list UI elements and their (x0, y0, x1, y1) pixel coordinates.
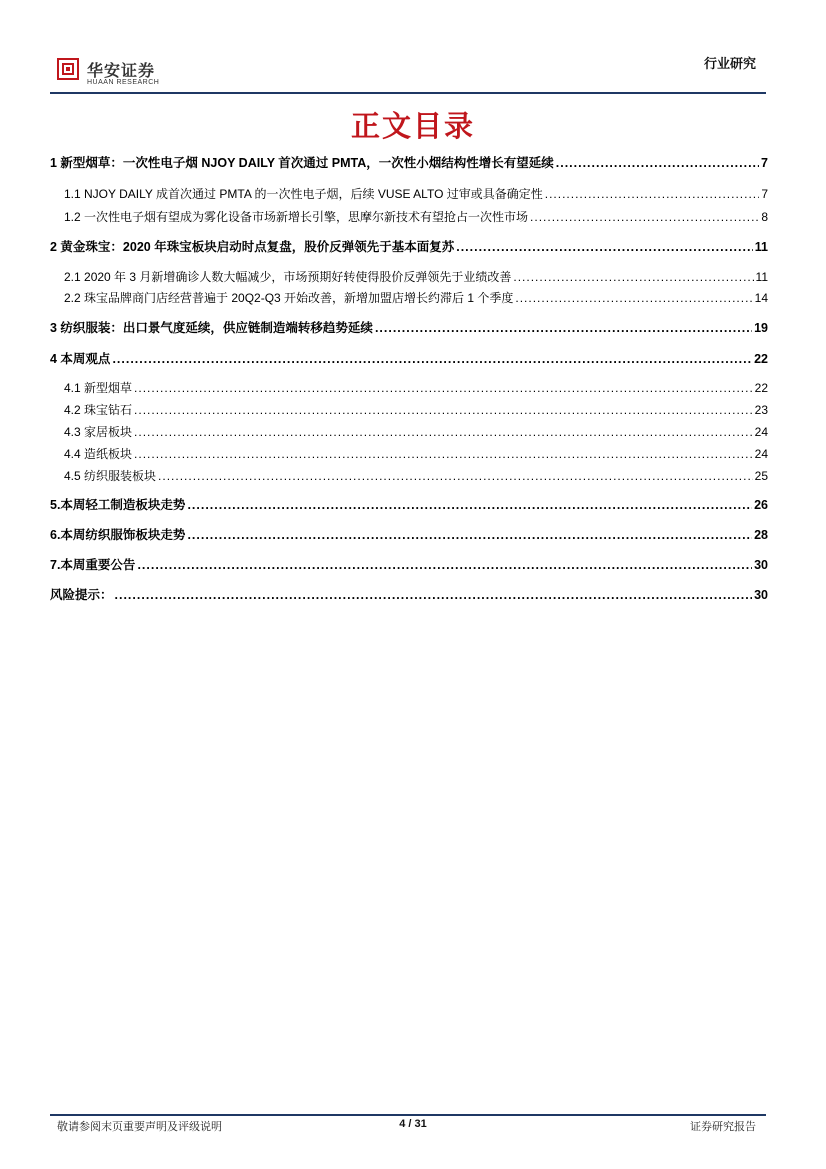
toc-entry-page: 24 (754, 447, 768, 461)
toc-entry-page: 14 (754, 291, 768, 305)
toc-entry-page: 24 (754, 425, 768, 439)
toc-entry-label: 2.1 2020 年 3 月新增确诊人数大幅减少，市场预期好转使得股价反弹领先于业绩改善 (64, 270, 512, 284)
toc-entry-page: 30 (754, 558, 768, 572)
toc-leader-dots (134, 400, 753, 420)
toc-entry[interactable] (64, 466, 768, 486)
toc-entry[interactable] (50, 318, 768, 338)
page-number: 4 / 31 (399, 1118, 427, 1130)
toc-entry-label: 1 新型烟草：一次性电子烟 NJOY DAILY 首次通过 PMTA，一次性小烟结构性增长有望延续 (50, 156, 554, 170)
toc-leader-dots (134, 444, 753, 464)
toc-entry-label: 1.2 一次性电子烟有望成为雾化设备市场新增长引擎，思摩尔新技术有望抢占一次性市场 (64, 210, 529, 224)
toc-entry[interactable] (64, 444, 768, 464)
toc-entry-page: 23 (754, 403, 768, 417)
toc-entry[interactable] (50, 349, 768, 369)
toc-leader-dots (375, 318, 752, 338)
toc-leader-dots (513, 267, 753, 287)
toc-entry-page: 28 (754, 528, 768, 542)
toc-leader-dots (158, 466, 753, 486)
toc-entry[interactable] (64, 288, 768, 308)
toc-leader-dots (134, 378, 753, 398)
report-category: 行业研究 (703, 56, 756, 71)
toc-entry-page: 11 (755, 270, 768, 284)
toc-entry-label: 4.1 新型烟草 (64, 381, 133, 395)
toc-entry[interactable] (64, 207, 768, 227)
toc-leader-dots (545, 184, 760, 204)
toc-leader-dots (112, 349, 752, 369)
toc-entry-label: 风险提示： (50, 588, 113, 602)
toc-entry[interactable] (50, 525, 768, 545)
toc-entry[interactable] (64, 267, 768, 287)
toc-entry[interactable] (64, 422, 768, 442)
toc-leader-dots (556, 153, 759, 173)
toc-entry-label: 4.2 珠宝钻石 (64, 403, 133, 417)
page-title: 正文目录 (350, 109, 475, 143)
toc-entry[interactable] (50, 495, 768, 515)
huaan-seal-icon (57, 58, 79, 80)
toc-entry-label: 6.本周纺织服饰板块走势 (50, 528, 186, 542)
toc-entry[interactable] (50, 153, 768, 173)
huaan-logo (57, 58, 160, 90)
toc-entry-page: 8 (761, 210, 768, 224)
toc-entry-label: 7.本周重要公告 (50, 558, 136, 572)
toc-leader-dots (530, 207, 759, 227)
footer-report-type: 证券研究报告 (690, 1121, 756, 1133)
toc-leader-dots (187, 495, 752, 515)
logo-english-name: HUAAN RESEARCH (87, 79, 160, 86)
header-divider (50, 92, 766, 94)
page-header (0, 0, 826, 100)
logo-chinese-name: 华安证券 (87, 61, 156, 80)
footer-disclaimer-note: 敬请参阅末页重要声明及评级说明 (57, 1121, 222, 1133)
toc-entry-page: 22 (754, 381, 768, 395)
toc-entry-page: 25 (754, 469, 768, 483)
toc-entry-label: 1.1 NJOY DAILY 成首次通过 PMTA 的一次性电子烟，后续 VUSE ALTO 过审或具备确定性 (64, 187, 543, 201)
toc-entry[interactable] (64, 378, 768, 398)
toc-entry-label: 4.3 家居板块 (64, 425, 133, 439)
toc-entry[interactable] (50, 237, 768, 257)
toc-entry-label: 4 本周观点 (50, 352, 111, 366)
toc-leader-dots (115, 585, 753, 605)
toc-entry[interactable] (50, 555, 768, 575)
toc-leader-dots (456, 237, 753, 257)
toc-entry-page: 30 (754, 588, 768, 602)
toc-entry-page: 7 (761, 156, 768, 170)
toc-entry-page: 26 (754, 498, 768, 512)
toc-entry-label: 5.本周轻工制造板块走势 (50, 498, 186, 512)
toc-entry-page: 22 (754, 352, 768, 366)
toc-entry-page: 19 (754, 321, 768, 335)
toc-entry-label: 3 纺织服装：出口景气度延续，供应链制造端转移趋势延续 (50, 321, 373, 335)
toc-entry-label: 2.2 珠宝品牌商门店经营普遍于 20Q2-Q3 开始改善，新增加盟店增长约滞后 1 个季度 (64, 291, 514, 305)
toc-entry-label: 4.4 造纸板块 (64, 447, 133, 461)
toc-leader-dots (134, 422, 753, 442)
toc-leader-dots (137, 555, 752, 575)
toc-entry[interactable] (50, 585, 768, 605)
toc-entry[interactable] (64, 184, 768, 204)
toc-entry-label: 2 黄金珠宝：2020 年珠宝板块启动时点复盘，股价反弹领先于基本面复苏 (50, 240, 455, 254)
toc-entry-label: 4.5 纺织服装板块 (64, 469, 157, 483)
toc-entry[interactable] (64, 400, 768, 420)
toc-leader-dots (515, 288, 752, 308)
toc-leader-dots (187, 525, 752, 545)
toc-entry-page: 11 (754, 240, 768, 254)
toc-entry-page: 7 (761, 187, 768, 201)
footer-divider (50, 1114, 766, 1116)
